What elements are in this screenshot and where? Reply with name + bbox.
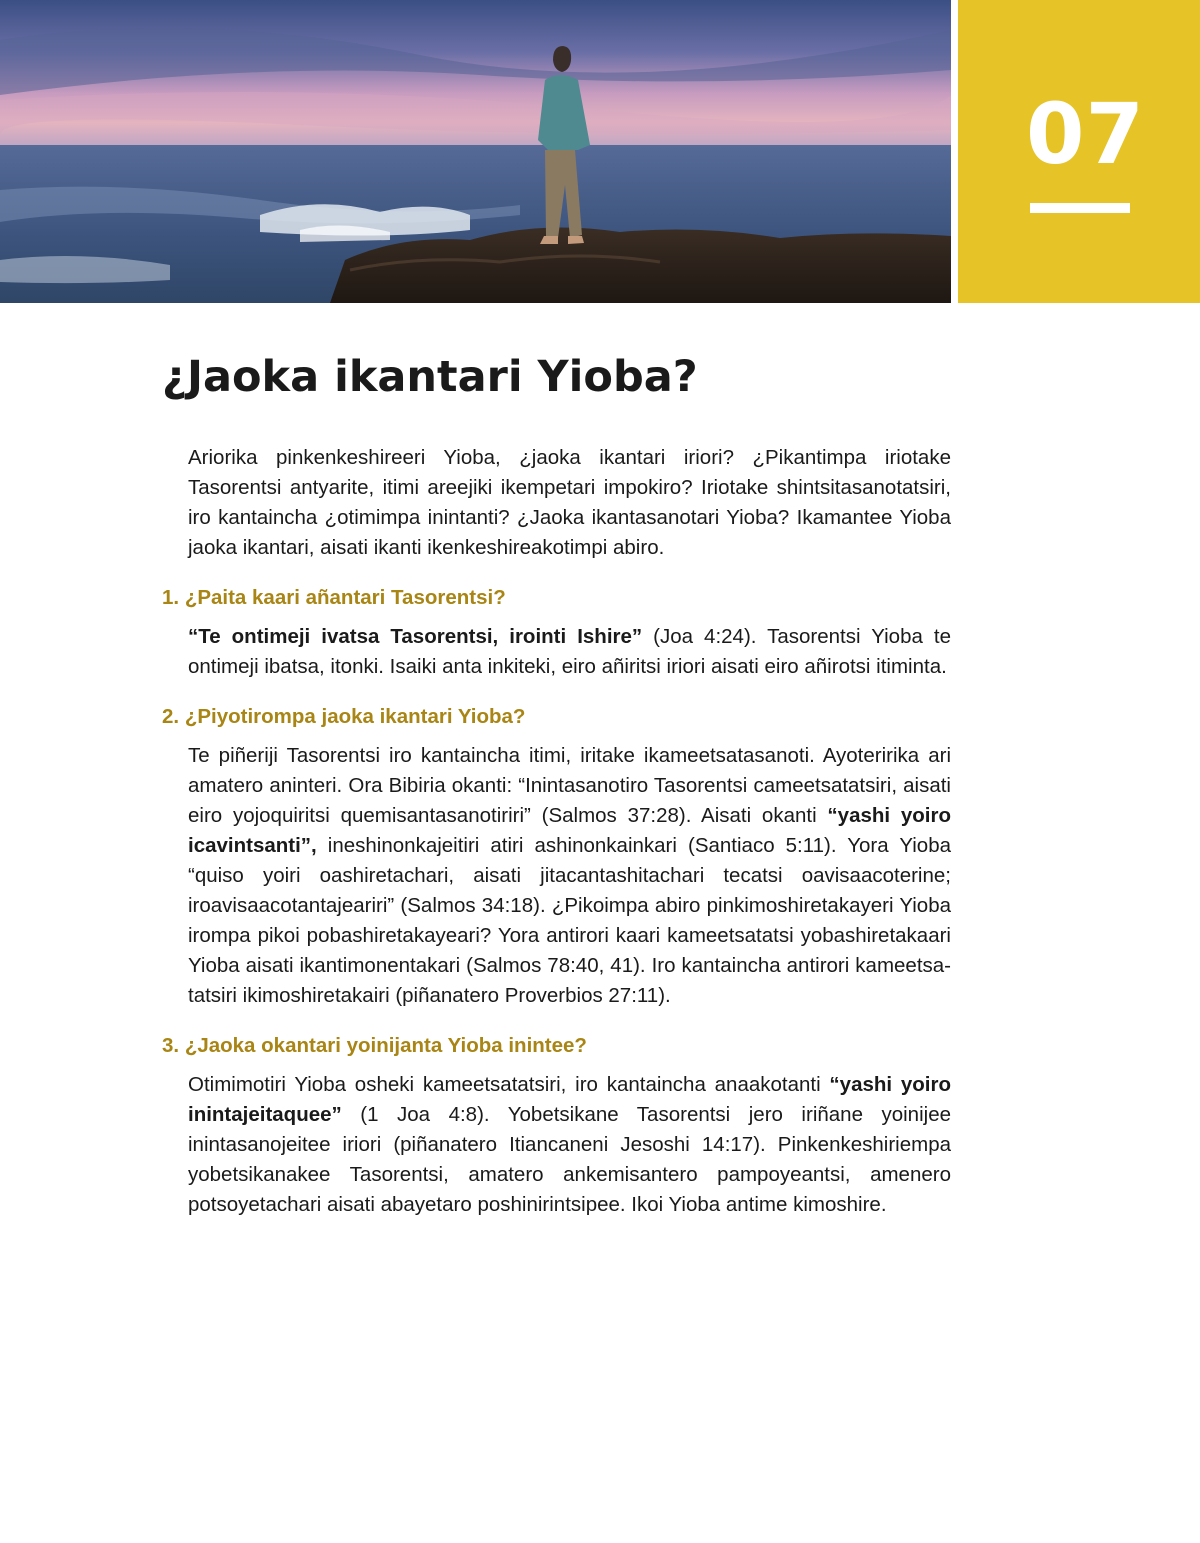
section-1-question	[162, 583, 951, 613]
section-3-text-after: (1 Joa 4:8). Yobetsikane Tasorentsi jero iriñane yoinijee inintasanojeitee iriori (piñanatero Itiancaneni Jesoshi 14:17). Pinkenkeshiriempa yobetsikanakee Tasorentsi, amatero ankemisantero pampoyeantsi, amenero potsoyetachari aisati abayetaro poshinirintsipee. Ikoi Yioba antime kimoshire.	[188, 1103, 951, 1216]
section-2-text-after: ineshinonkajeitiri atiri ashinonkainkari (Santiaco 5:11). Yora Yioba “quiso yoiri oashiretachari, aisati jitacantashitachari tecatsi oavisaacoterine; iroavisaacotantajeariri” (Salmos 34:18). ¿Pikoimpa abiro pinkimoshiretakayeri Yioba irompa pikoi pobashiretakayeari? Yora antirori kaari kameetsatatsi yobashiretakaari Yioba aisati ikantimonentakari (Salmos 78:40, 41). Iro kantaincha antirori kameetsatatsiri ikimoshiretakairi (piñanatero Proverbios 27:11).	[188, 834, 951, 1007]
section-2-text-before: Te piñeriji Tasorentsi iro kantaincha itimi, iritake ikameetsatasanoti. Ayoteririka ari amatero aninteri. Ora Bibiria okanti: “Inintasanotiro Tasorentsi cameetsatatsiri, aisati eiro yojoquiritsi quemisantasanotiriri” (Salmos 37:28). Aisati okanti	[188, 744, 951, 827]
man-on-rocks-by-sea-image	[0, 0, 951, 303]
lesson-number: 07	[1026, 85, 1145, 183]
section-3-question	[162, 1031, 951, 1061]
page-title: ¿Jaoka ikantari Yioba?	[162, 352, 698, 402]
section-1-question-text: ¿Paita kaari añantari Tasorentsi?	[184, 586, 506, 609]
section-3-number: 3.	[162, 1034, 180, 1057]
section-2-bold-quote: “yashi yoiro icavintsanti”,	[188, 804, 951, 857]
lesson-underline	[1030, 203, 1130, 213]
section-1-bold-quote: “Te ontimeji ivatsa Tasorentsi, irointi Ishire”	[188, 625, 643, 648]
article-body	[162, 443, 951, 1220]
section-3-text-before: Otimimotiri Yioba osheki kameetsatatsiri, iro kantaincha anaakotanti	[188, 1073, 830, 1096]
section-1-text: (Joa 4:24). Tasorentsi Yioba te ontimeji ibatsa, itonki. Isaiki anta inkiteki, eiro añiritsi iriori aisati eiro añirotsi itiminta.	[188, 625, 951, 678]
lesson-badge	[958, 0, 1200, 303]
section-3-question-text: ¿Jaoka okantari yoinijanta Yioba inintee?	[184, 1034, 587, 1057]
section-3-bold-quote: “yashi yoiro inintajeitaquee”	[188, 1073, 951, 1126]
section-2-question	[162, 702, 951, 732]
section-3-paragraph	[188, 1070, 951, 1220]
header-photo	[0, 0, 951, 303]
section-1-paragraph	[188, 622, 951, 682]
section-2-number: 2.	[162, 705, 180, 728]
section-2-question-text: ¿Piyotirompa jaoka ikantari Yioba?	[184, 705, 526, 728]
section-2-paragraph	[188, 741, 951, 1011]
intro-paragraph: Ariorika pinkenkeshireeri Yioba, ¿jaoka ikantari iriori? ¿Pikantimpa iriotake Tasorentsi antyarite, itimi areejiki ikempetari impokiro? Iriotake shintsitasanotatsiri, iro kantaincha ¿otimimpa inintanti? ¿Jaoka ikantasanotari Yioba? Ikamantee Yioba jaoka ikantari, aisati ikanti ikenkeshireakotimpi abiro.	[188, 446, 951, 559]
section-1-number: 1.	[162, 586, 180, 609]
